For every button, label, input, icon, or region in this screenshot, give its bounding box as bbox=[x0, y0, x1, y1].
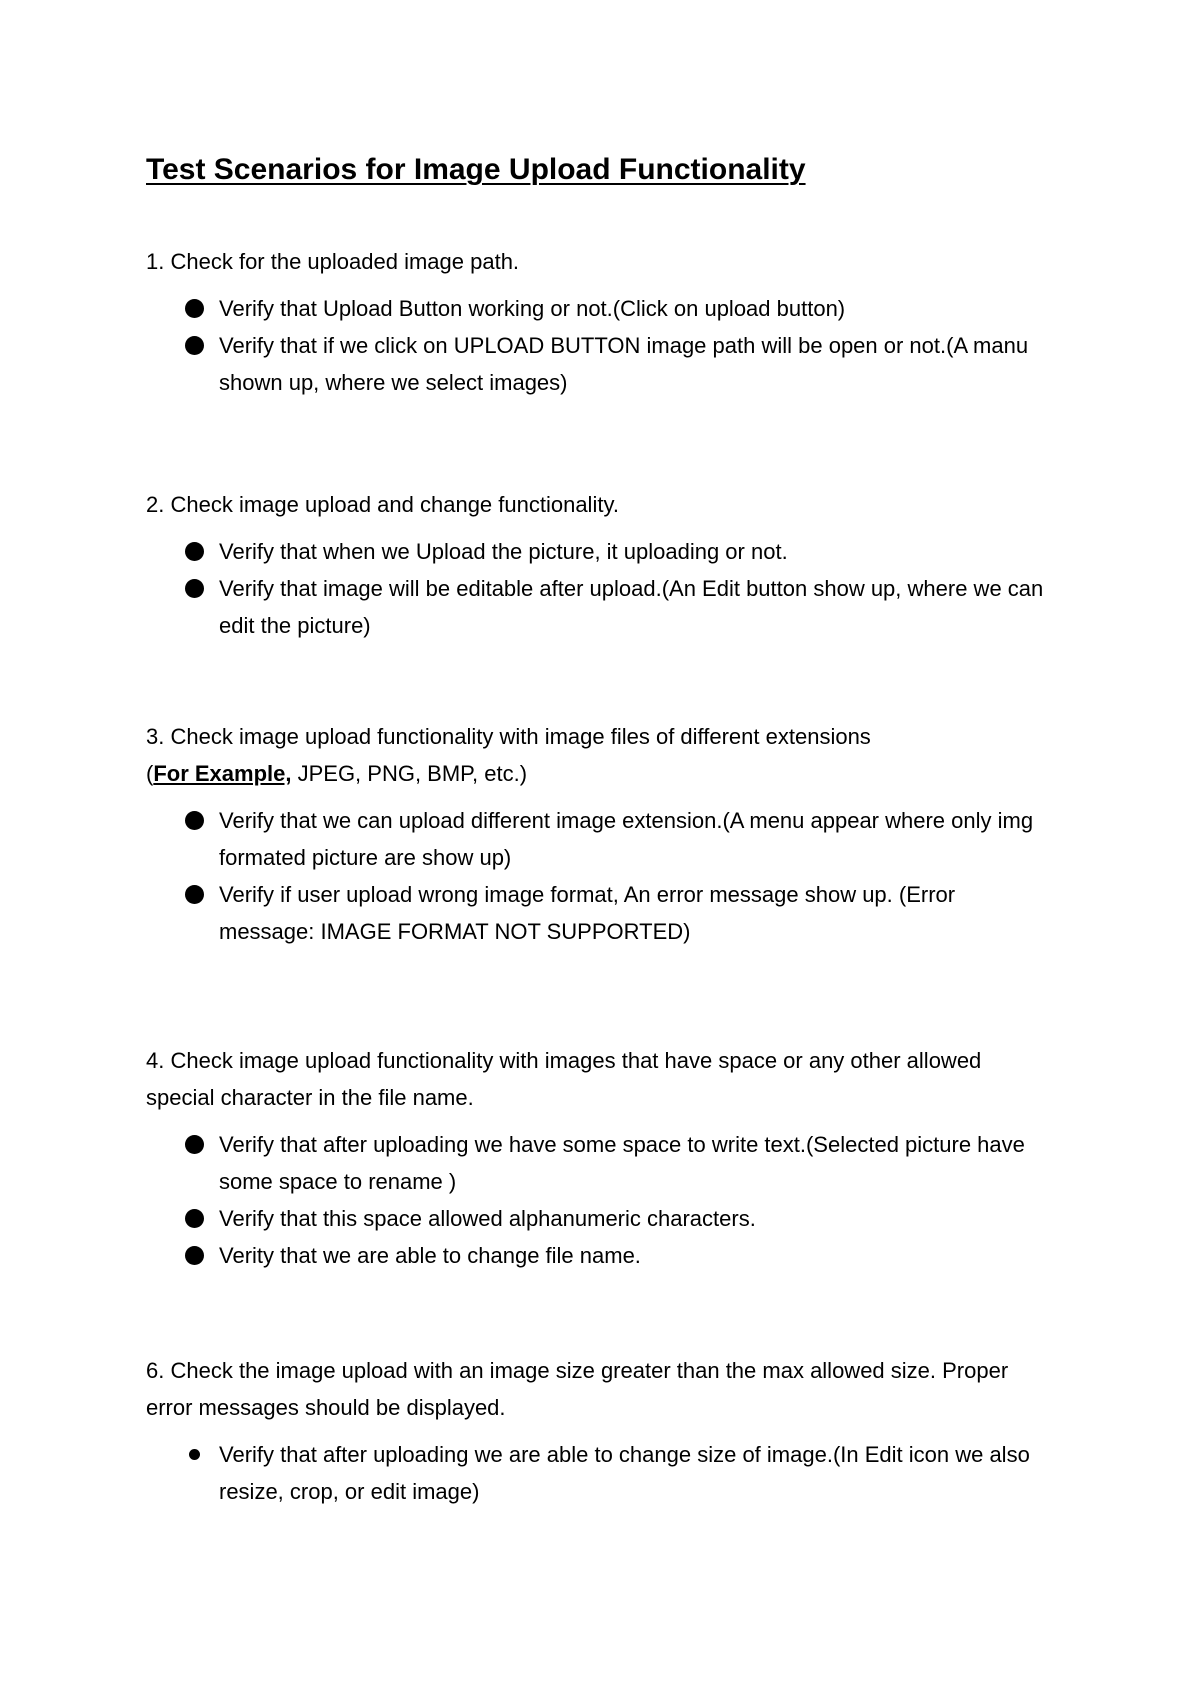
section-number: 2. bbox=[146, 492, 165, 517]
bullet-dot-icon bbox=[185, 1209, 204, 1228]
list-item-text: Verify that if we click on UPLOAD BUTTON image path will be open or not.(A manu shown up, where we select images) bbox=[219, 333, 1029, 395]
bullet-list bbox=[146, 1436, 1046, 1510]
bullet-dot-icon bbox=[185, 299, 204, 318]
bullet-dot-icon bbox=[185, 1135, 204, 1154]
bullet-dot-icon bbox=[189, 1449, 200, 1460]
list-item-text: Verify that Upload Button working or not.(Click on upload button) bbox=[219, 296, 846, 321]
section-number: 6. bbox=[146, 1358, 165, 1383]
list-item bbox=[146, 327, 1046, 401]
bullet-dot-icon bbox=[185, 542, 204, 561]
list-item bbox=[146, 1436, 1046, 1510]
section-heading bbox=[146, 1352, 1046, 1426]
section-number: 4. bbox=[146, 1048, 165, 1073]
section-number: 3. bbox=[146, 724, 165, 749]
list-item bbox=[146, 1200, 1046, 1237]
list-item-text: Verify that we can upload different image extension.(A menu appear where only img formated picture are show up) bbox=[219, 808, 1034, 870]
section-1 bbox=[146, 243, 1046, 401]
list-item bbox=[146, 1237, 1046, 1274]
list-item-text: Verify that after uploading we have some space to write text.(Selected picture have some space to rename ) bbox=[219, 1132, 1025, 1194]
heading-open-paren: ( bbox=[146, 761, 154, 786]
list-item-text: Verify if user upload wrong image format, An error message show up. (Error message: IMAGE FORMAT NOT SUPPORTED) bbox=[219, 882, 956, 944]
bullet-list bbox=[146, 290, 1046, 401]
bullet-dot-icon bbox=[185, 1246, 204, 1265]
section-3 bbox=[146, 718, 1046, 950]
bullet-dot-icon bbox=[185, 885, 204, 904]
list-item bbox=[146, 290, 1046, 327]
section-heading-text: Check for the uploaded image path. bbox=[170, 249, 520, 274]
section-4 bbox=[146, 1042, 1046, 1274]
section-heading bbox=[146, 243, 1046, 280]
example-label: For Example, bbox=[153, 761, 292, 786]
bullet-dot-icon bbox=[185, 811, 204, 830]
list-item bbox=[146, 570, 1046, 644]
list-item-text: Verify that when we Upload the picture, it uploading or not. bbox=[219, 539, 788, 564]
section-heading-text: Check image upload and change functionality. bbox=[170, 492, 619, 517]
bullet-dot-icon bbox=[185, 579, 204, 598]
section-heading bbox=[146, 718, 1046, 792]
section-heading-text: Check the image upload with an image size greater than the max allowed size. Proper error messages should be displayed. bbox=[146, 1358, 1009, 1420]
bullet-dot-icon bbox=[185, 336, 204, 355]
bullet-list bbox=[146, 533, 1046, 644]
section-number: 1. bbox=[146, 249, 165, 274]
section-6 bbox=[146, 1352, 1046, 1510]
heading-tail: JPEG, PNG, BMP, etc.) bbox=[291, 761, 528, 786]
section-2 bbox=[146, 486, 1046, 644]
list-item-text: Verify that image will be editable after upload.(An Edit button show up, where we can edit the picture) bbox=[219, 576, 1044, 638]
bullet-list bbox=[146, 802, 1046, 950]
bullet-list bbox=[146, 1126, 1046, 1274]
section-heading bbox=[146, 486, 1046, 523]
document-title: Test Scenarios for Image Upload Functionality bbox=[146, 153, 806, 186]
list-item bbox=[146, 876, 1046, 950]
section-heading-text: Check image upload functionality with images that have space or any other allowed special character in the file name. bbox=[146, 1048, 982, 1110]
list-item-text: Verify that this space allowed alphanumeric characters. bbox=[219, 1206, 756, 1231]
list-item bbox=[146, 1126, 1046, 1200]
list-item bbox=[146, 533, 1046, 570]
list-item bbox=[146, 802, 1046, 876]
list-item-text: Verify that after uploading we are able to change size of image.(In Edit icon we also resize, crop, or edit image) bbox=[219, 1442, 1030, 1504]
section-heading bbox=[146, 1042, 1046, 1116]
section-heading-text: Check image upload functionality with image files of different extensions bbox=[170, 724, 871, 749]
list-item-text: Verity that we are able to change file name. bbox=[219, 1243, 641, 1268]
